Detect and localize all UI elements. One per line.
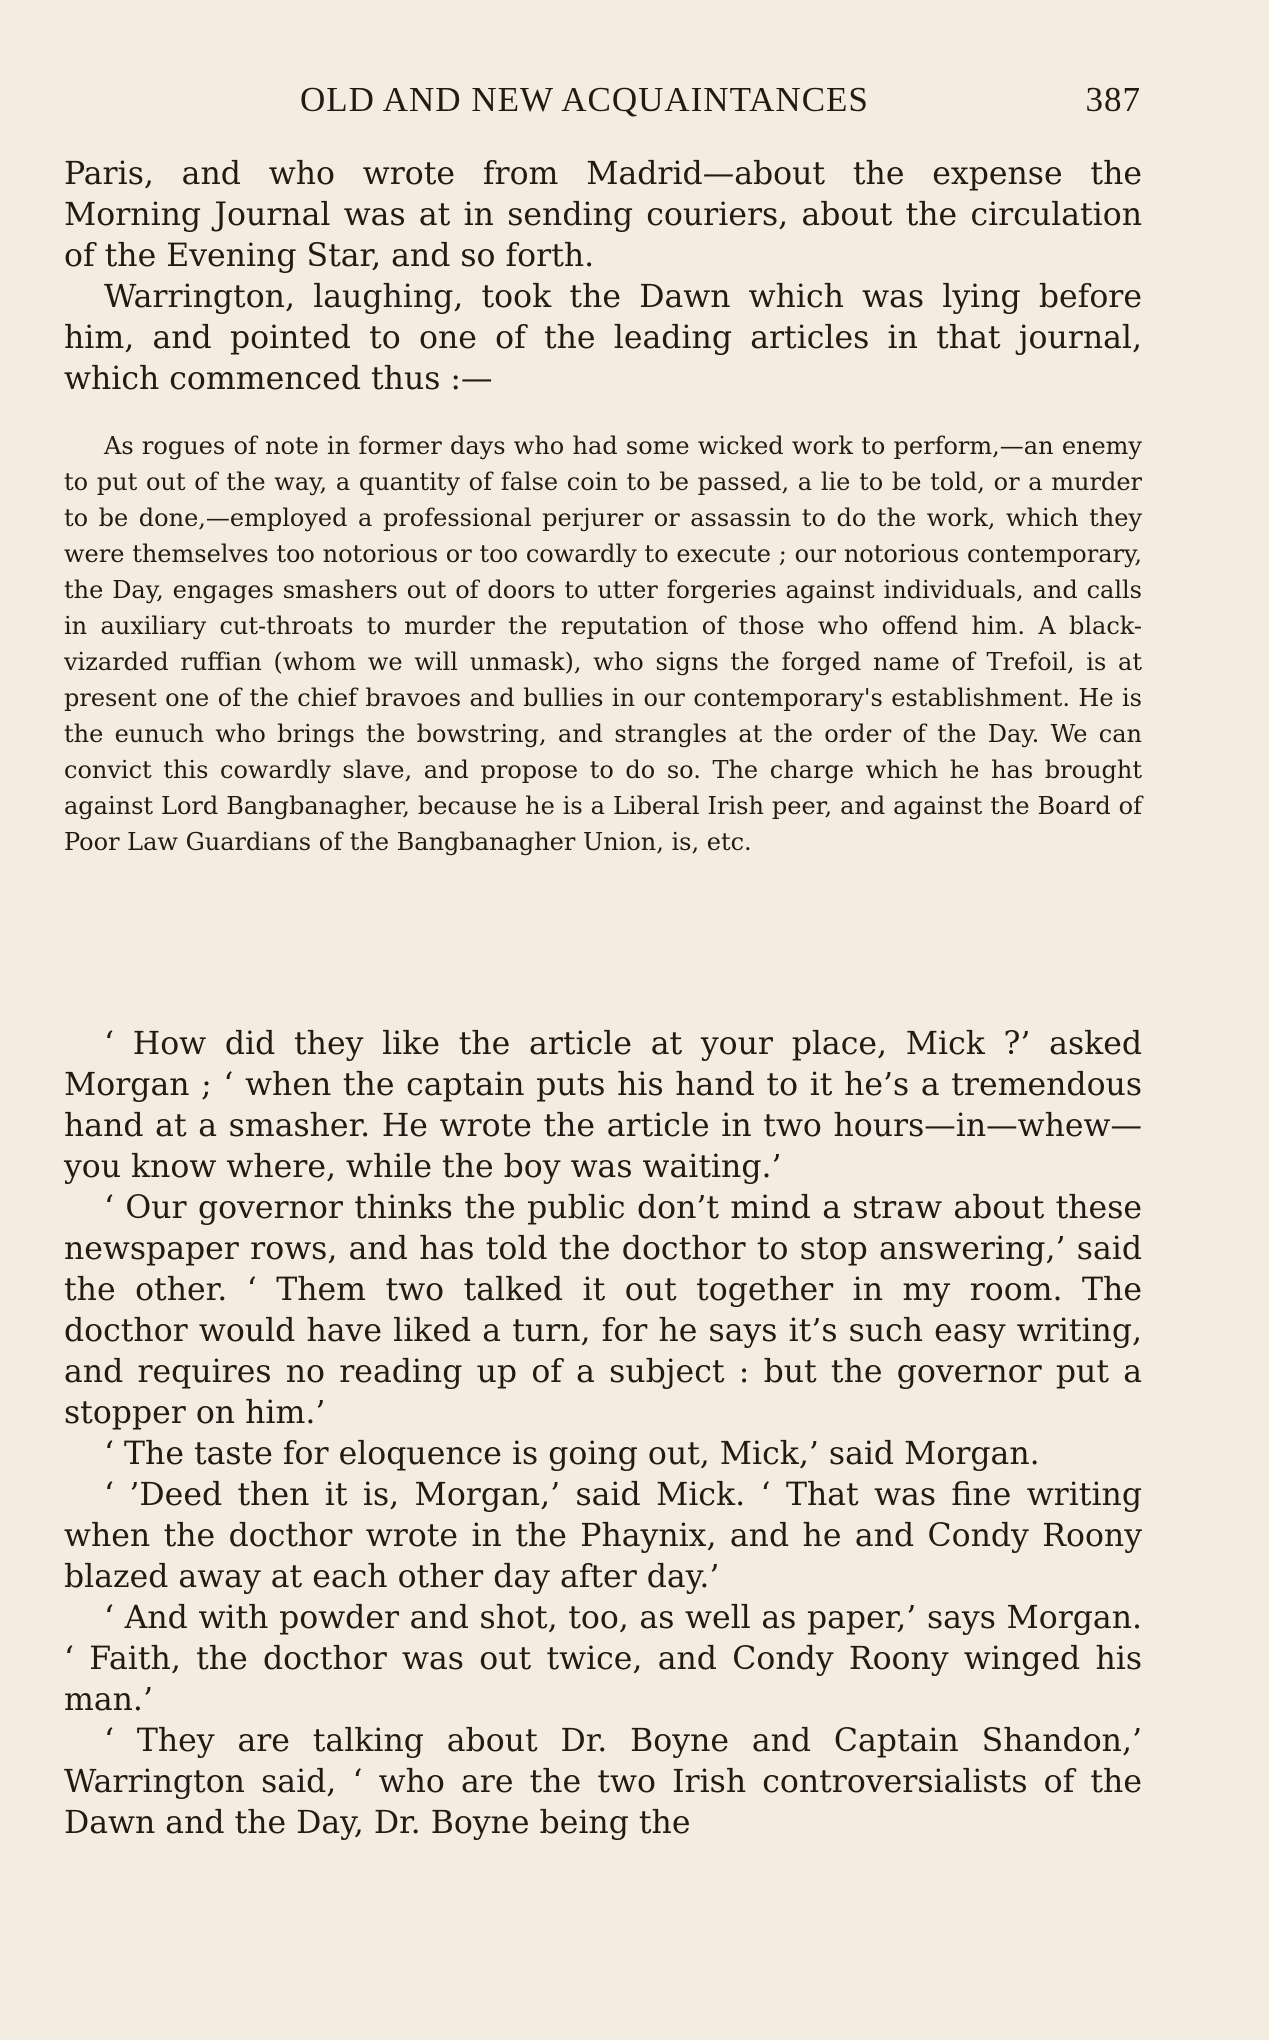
running-head [66,80,1141,124]
quoted-article-text: As rogues of note in former days who had some wicked work to perform,—an enemy to put out of the way, a quantity of false coin to be passed, a lie to be told, or a murder to be done,—employed a professional perjurer or assassin to do the work, which they were themselves too notorious or too cowardly to execute ; our notorious contemporary, the Day, engages smashers out of doors to utter forgeries against individuals, and calls in auxiliary cut-throats to murder the reputation of those who offend him. A black-vizarded ruffian (whom we will unmask), who signs the forged name of Trefoil, is at present one of the chief bravoes and bullies in our contemporary's establishment. He is the eunuch who brings the bowstring, and strangles at the order of the Day. We can convict this cowardly slave, and propose to do so. The charge which he has brought against Lord Bangbanagher, because he is a Liberal Irish peer, and against the Board of Poor Law Guardians of the Bangbanagher Union, is, etc. [64,432,1142,856]
dialogue-paragraph: ‘ They are talking about Dr. Boyne and Captain Shandon,’ Warrington said, ‘ who are the two Irish controversialists of the Dawn and the Day, Dr. Boyne being the [64,1723,1142,1841]
dialogue-paragraph: ‘ Our governor thinks the public don’t mind a straw about these newspaper rows, and has told the docthor to stop answering,’ said the other. ‘ Them two talked it out together in my room. The docthor would have liked a turn, for he says it’s such easy writing, and requires no reading up of a subject : but the governor put a stopper on him.’ [64,1190,1142,1431]
dialogue-section [64,1024,1142,1844]
dialogue-paragraph: ‘ The taste for eloquence is going out, Mick,’ said Morgan. [104,1436,1040,1472]
dialogue-paragraph: ‘ ’Deed then it is, Morgan,’ said Mick. ‘ That was fine writing when the docthor wrote in the Phaynix, and he and Condy Roony blazed away at each other day after day.’ [64,1477,1142,1595]
page-number: 387 [1085,80,1141,119]
quoted-article [64,428,1142,860]
opening-paragraphs [64,154,1142,400]
dialogue-paragraph: ‘ How did they like the article at your place, Mick ?’ asked Morgan ; ‘ when the captain puts his hand to it he’s a tremendous hand at a smasher. He wrote the article in two hours—in—whew—you know where, while the boy was waiting.’ [64,1026,1142,1185]
running-title: OLD AND NEW ACQUAINTANCES [300,80,869,119]
paragraph-warrington: Warrington, laughing, took the Dawn which was lying before him, and pointed to one of the leading articles in that journal, which commenced thus :— [64,279,1142,397]
dialogue-paragraph: ‘ And with powder and shot, too, as well as paper,’ says Morgan. ‘ Faith, the docthor was out twice, and Condy Roony winged his man.’ [64,1600,1142,1718]
paragraph-continuation: Paris, and who wrote from Madrid—about the expense the Morning Journal was at in sending couriers, about the circulation of the Evening Star, and so forth. [64,156,1142,274]
